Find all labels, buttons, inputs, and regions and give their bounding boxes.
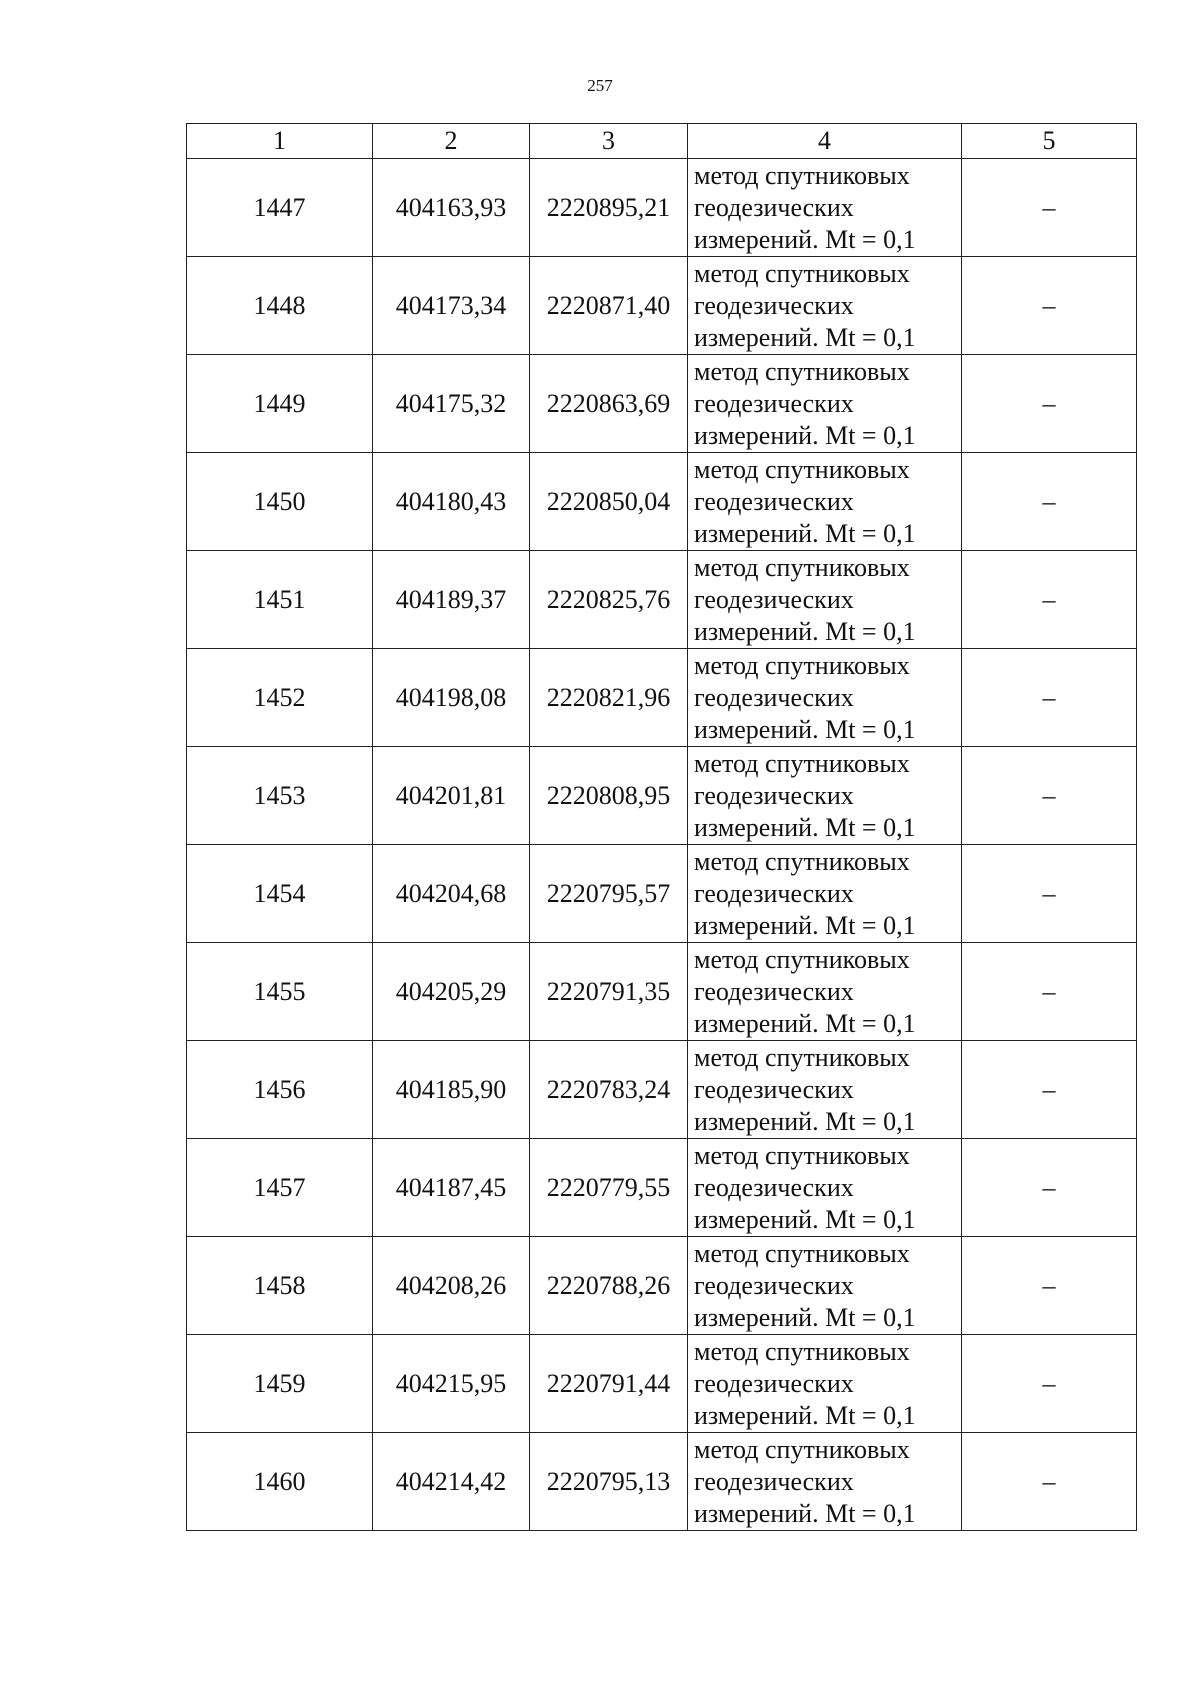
method-cell [688,845,962,943]
method-line: измерений. Mt = 0,1 [694,1204,916,1234]
method-line: геодезических [694,584,854,614]
point-number-cell: 1451 [187,551,373,649]
method-line: метод спутниковых [694,944,910,974]
table-row [187,1335,1137,1433]
note-cell: – [962,1433,1137,1531]
method-line: измерений. Mt = 0,1 [694,616,916,646]
method-cell [688,1237,962,1335]
method-line: метод спутниковых [694,1140,910,1170]
method-line: геодезических [694,192,854,222]
method-line: геодезических [694,290,854,320]
point-number-cell: 1452 [187,649,373,747]
y-coordinate-cell: 2220808,95 [530,747,688,845]
note-cell: – [962,845,1137,943]
y-coordinate-cell: 2220791,35 [530,943,688,1041]
note-cell: – [962,453,1137,551]
column-header-3: 3 [530,124,688,159]
table-row [187,845,1137,943]
method-line: измерений. Mt = 0,1 [694,910,916,940]
point-number-cell: 1455 [187,943,373,1041]
x-coordinate-cell: 404185,90 [373,1041,530,1139]
column-header-2: 2 [373,124,530,159]
note-cell: – [962,551,1137,649]
table-row [187,1139,1137,1237]
x-coordinate-cell: 404205,29 [373,943,530,1041]
method-cell [688,747,962,845]
method-line: измерений. Mt = 0,1 [694,1302,916,1332]
method-line: измерений. Mt = 0,1 [694,420,916,450]
method-cell [688,1335,962,1433]
y-coordinate-cell: 2220795,57 [530,845,688,943]
method-cell [688,551,962,649]
y-coordinate-cell: 2220779,55 [530,1139,688,1237]
method-cell [688,355,962,453]
table-row [187,453,1137,551]
column-header-4: 4 [688,124,962,159]
x-coordinate-cell: 404198,08 [373,649,530,747]
x-coordinate-cell: 404201,81 [373,747,530,845]
method-line: измерений. Mt = 0,1 [694,1498,916,1528]
note-cell: – [962,1335,1137,1433]
table-row [187,649,1137,747]
method-cell [688,453,962,551]
method-line: метод спутниковых [694,1042,910,1072]
method-cell [688,1433,962,1531]
note-cell: – [962,747,1137,845]
method-line: измерений. Mt = 0,1 [694,224,916,254]
method-cell [688,1139,962,1237]
method-line: метод спутниковых [694,1434,910,1464]
table-row [187,551,1137,649]
note-cell: – [962,355,1137,453]
method-line: измерений. Mt = 0,1 [694,812,916,842]
method-line: метод спутниковых [694,846,910,876]
point-number-cell: 1448 [187,257,373,355]
method-line: геодезических [694,780,854,810]
table-row [187,1237,1137,1335]
table-row [187,1433,1137,1531]
table-row [187,747,1137,845]
y-coordinate-cell: 2220795,13 [530,1433,688,1531]
y-coordinate-cell: 2220791,44 [530,1335,688,1433]
method-line: геодезических [694,1270,854,1300]
method-line: геодезических [694,388,854,418]
note-cell: – [962,1237,1137,1335]
table-row [187,943,1137,1041]
y-coordinate-cell: 2220871,40 [530,257,688,355]
method-cell [688,649,962,747]
x-coordinate-cell: 404175,32 [373,355,530,453]
method-line: метод спутниковых [694,748,910,778]
column-header-5: 5 [962,124,1137,159]
y-coordinate-cell: 2220783,24 [530,1041,688,1139]
method-line: геодезических [694,1074,854,1104]
y-coordinate-cell: 2220850,04 [530,453,688,551]
point-number-cell: 1449 [187,355,373,453]
method-cell [688,1041,962,1139]
point-number-cell: 1454 [187,845,373,943]
page-number: 257 [587,76,613,95]
y-coordinate-cell: 2220863,69 [530,355,688,453]
y-coordinate-cell: 2220895,21 [530,159,688,257]
table-row [187,159,1137,257]
note-cell: – [962,1041,1137,1139]
method-line: метод спутниковых [694,454,910,484]
method-line: метод спутниковых [694,160,910,190]
method-line: геодезических [694,1172,854,1202]
note-cell: – [962,159,1137,257]
x-coordinate-cell: 404204,68 [373,845,530,943]
x-coordinate-cell: 404214,42 [373,1433,530,1531]
method-line: метод спутниковых [694,552,910,582]
point-number-cell: 1447 [187,159,373,257]
method-cell [688,159,962,257]
point-number-cell: 1450 [187,453,373,551]
x-coordinate-cell: 404187,45 [373,1139,530,1237]
point-number-cell: 1458 [187,1237,373,1335]
method-line: геодезических [694,486,854,516]
method-line: метод спутниковых [694,1238,910,1268]
method-line: измерений. Mt = 0,1 [694,322,916,352]
table-header-row [187,124,1137,159]
x-coordinate-cell: 404208,26 [373,1237,530,1335]
method-line: измерений. Mt = 0,1 [694,714,916,744]
note-cell: – [962,1139,1137,1237]
method-line: метод спутниковых [694,258,910,288]
method-line: измерений. Mt = 0,1 [694,1106,916,1136]
point-number-cell: 1456 [187,1041,373,1139]
point-number-cell: 1460 [187,1433,373,1531]
column-header-1: 1 [187,124,373,159]
method-line: метод спутниковых [694,356,910,386]
x-coordinate-cell: 404163,93 [373,159,530,257]
table-row [187,1041,1137,1139]
table-row [187,355,1137,453]
point-number-cell: 1459 [187,1335,373,1433]
method-line: геодезических [694,682,854,712]
method-line: геодезических [694,878,854,908]
method-line: геодезических [694,1466,854,1496]
x-coordinate-cell: 404180,43 [373,453,530,551]
method-line: геодезических [694,1368,854,1398]
y-coordinate-cell: 2220821,96 [530,649,688,747]
table-row [187,257,1137,355]
coordinates-table [186,123,1137,1531]
y-coordinate-cell: 2220825,76 [530,551,688,649]
x-coordinate-cell: 404189,37 [373,551,530,649]
point-number-cell: 1457 [187,1139,373,1237]
method-line: измерений. Mt = 0,1 [694,518,916,548]
method-line: измерений. Mt = 0,1 [694,1400,916,1430]
note-cell: – [962,943,1137,1041]
note-cell: – [962,649,1137,747]
x-coordinate-cell: 404173,34 [373,257,530,355]
y-coordinate-cell: 2220788,26 [530,1237,688,1335]
method-line: геодезических [694,976,854,1006]
method-cell [688,943,962,1041]
method-cell [688,257,962,355]
table-body [187,159,1137,1531]
method-line: метод спутниковых [694,650,910,680]
x-coordinate-cell: 404215,95 [373,1335,530,1433]
method-line: измерений. Mt = 0,1 [694,1008,916,1038]
point-number-cell: 1453 [187,747,373,845]
method-line: метод спутниковых [694,1336,910,1366]
note-cell: – [962,257,1137,355]
